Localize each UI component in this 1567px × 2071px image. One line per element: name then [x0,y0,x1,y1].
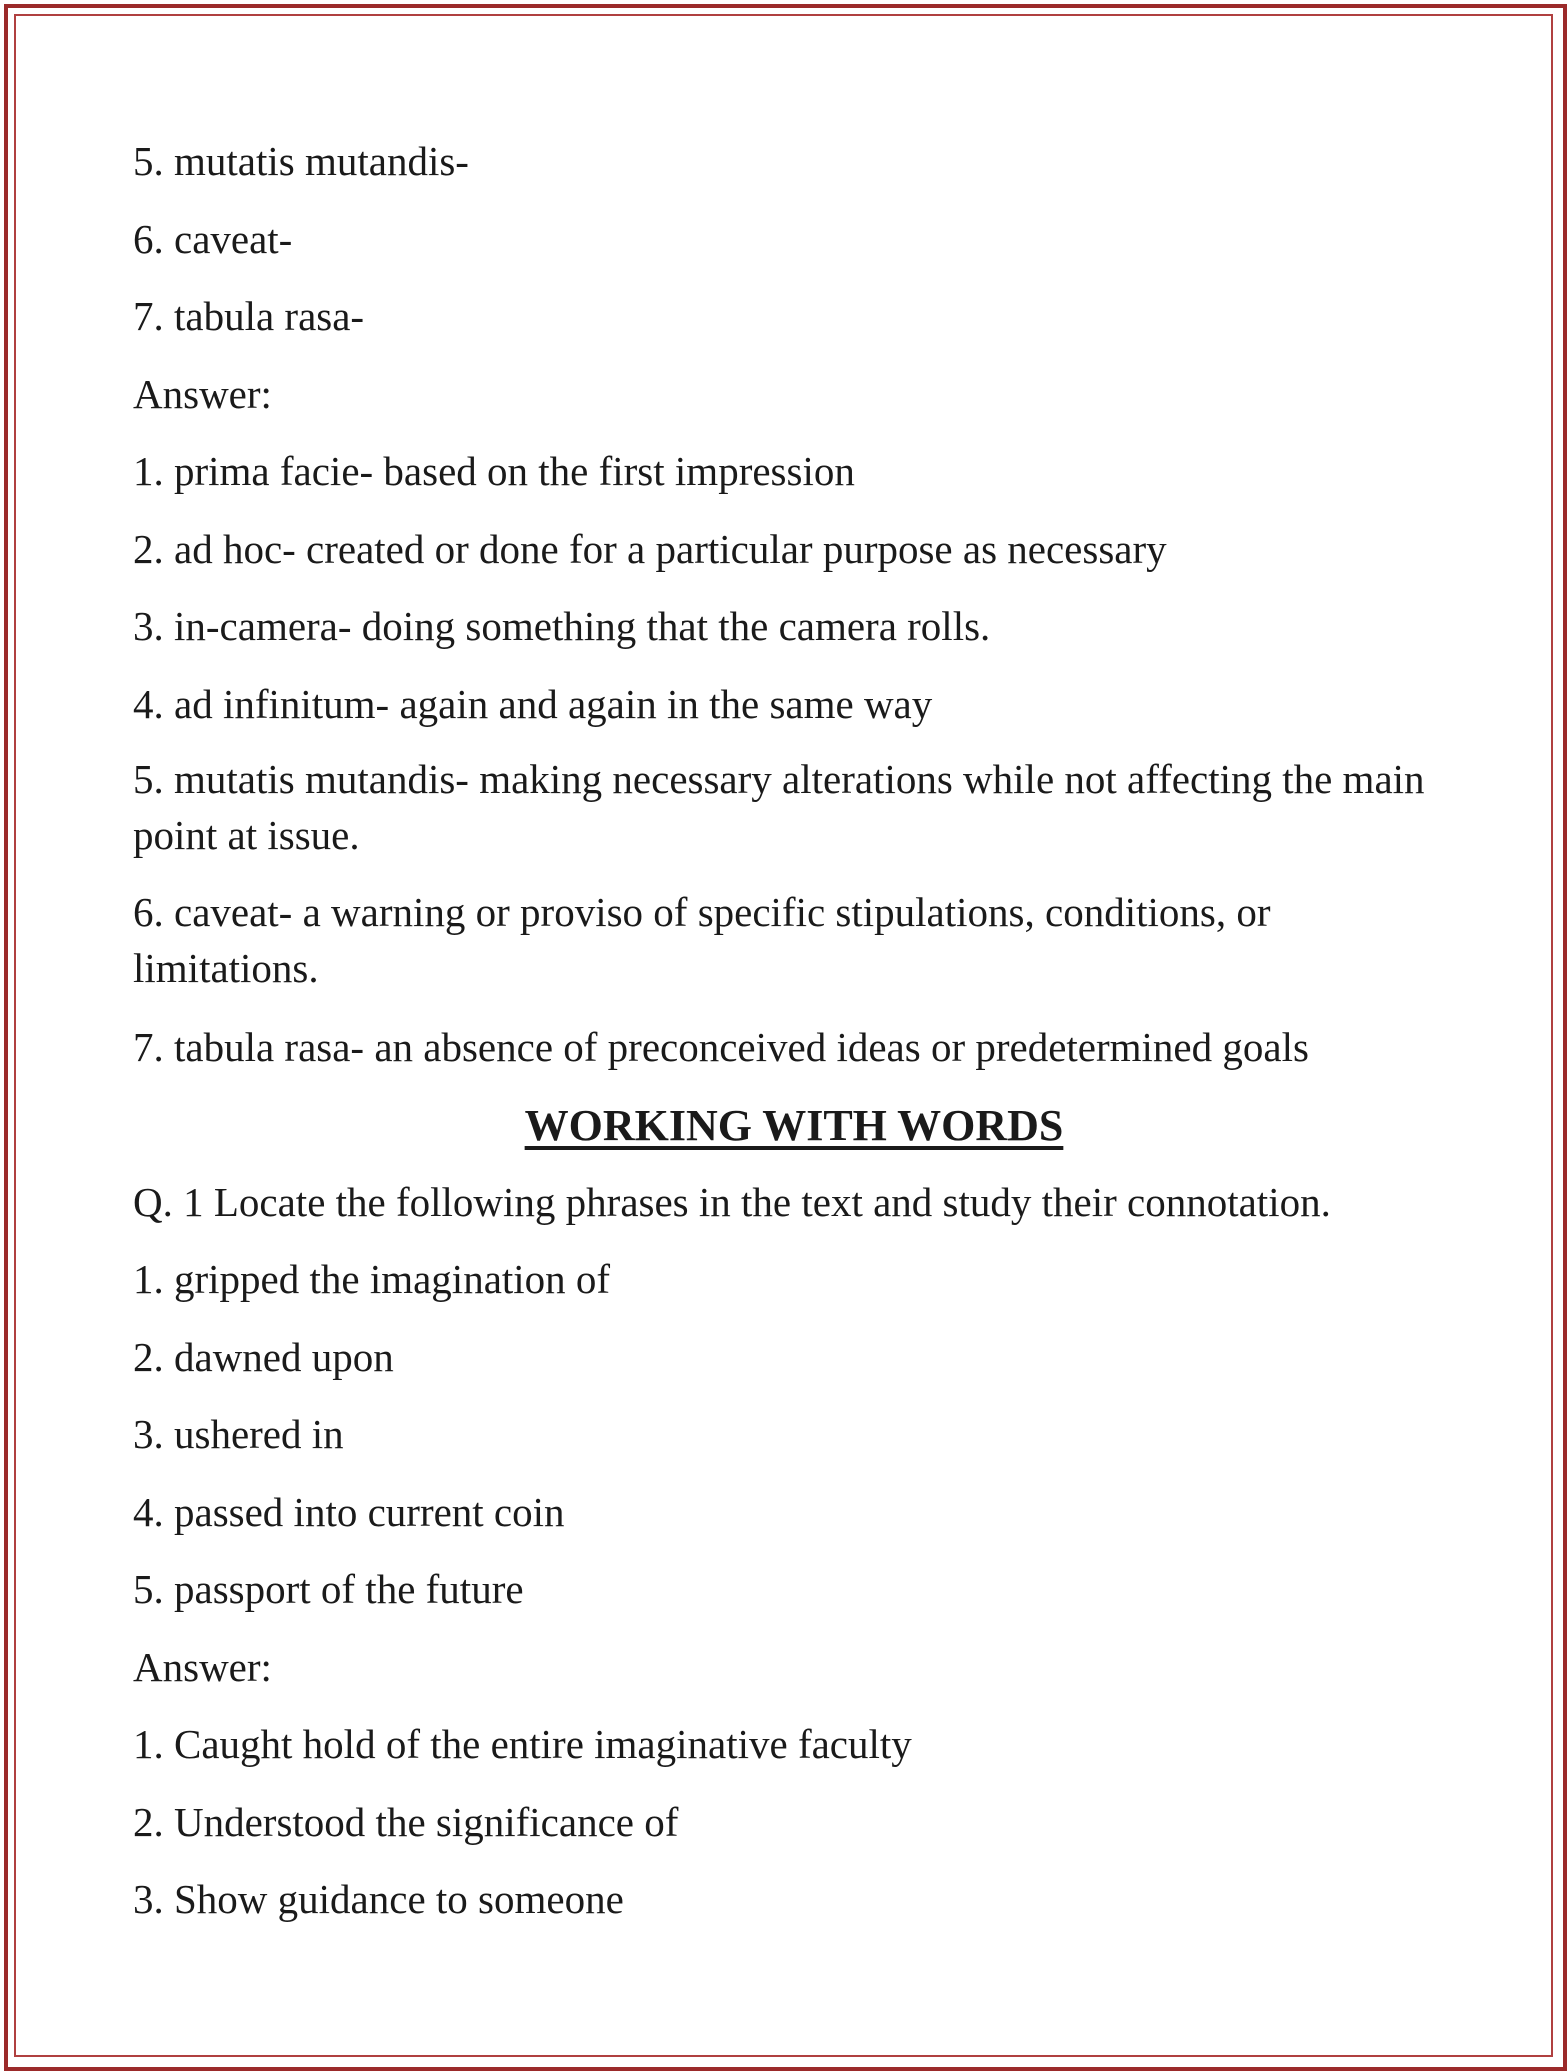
phrase-item: 1. gripped the imagination of [133,1256,611,1302]
term-item: 6. caveat- [133,215,293,262]
answer-label: Answer: [133,1643,272,1690]
answer-item: 5. mutatis mutandis- making necessary alterations while not affecting the main point at issue. [133,756,1425,858]
question-text: Q. 1 Locate the following phrases in the text and study their connotation. [133,1178,1331,1225]
term-item: 7. tabula rasa- [133,293,365,339]
section-heading: WORKING WITH WORDS [524,1100,1064,1150]
term-item: 5. mutatis mutandis- [133,138,469,184]
answer-item: 1. Caught hold of the entire imaginative faculty [133,1721,912,1767]
phrase-item: 2. dawned upon [133,1333,394,1380]
answer-label: Answer: [133,370,272,417]
answer-item: 7. tabula rasa- an absence of preconceived ideas or predetermined goals [133,1024,1309,1070]
answer-item: 2. ad hoc- created or done for a particular purpose as necessary [133,525,1167,572]
phrase-item: 3. ushered in [133,1411,344,1457]
page-content [133,131,1463,1947]
answer-item: 3. Show guidance to someone [133,1876,624,1922]
phrase-item: 5. passport of the future [133,1566,524,1612]
answer-item: 2. Understood the significance of [133,1798,679,1845]
phrase-item: 4. passed into current coin [133,1488,565,1535]
answer-item: 1. prima facie- based on the first impression [133,448,855,494]
answer-item: 3. in-camera- doing something that the camera rolls. [133,603,991,649]
answer-item: 4. ad infinitum- again and again in the same way [133,680,933,727]
answer-item: 6. caveat- a warning or proviso of specific stipulations, conditions, or limitations. [133,889,1271,991]
